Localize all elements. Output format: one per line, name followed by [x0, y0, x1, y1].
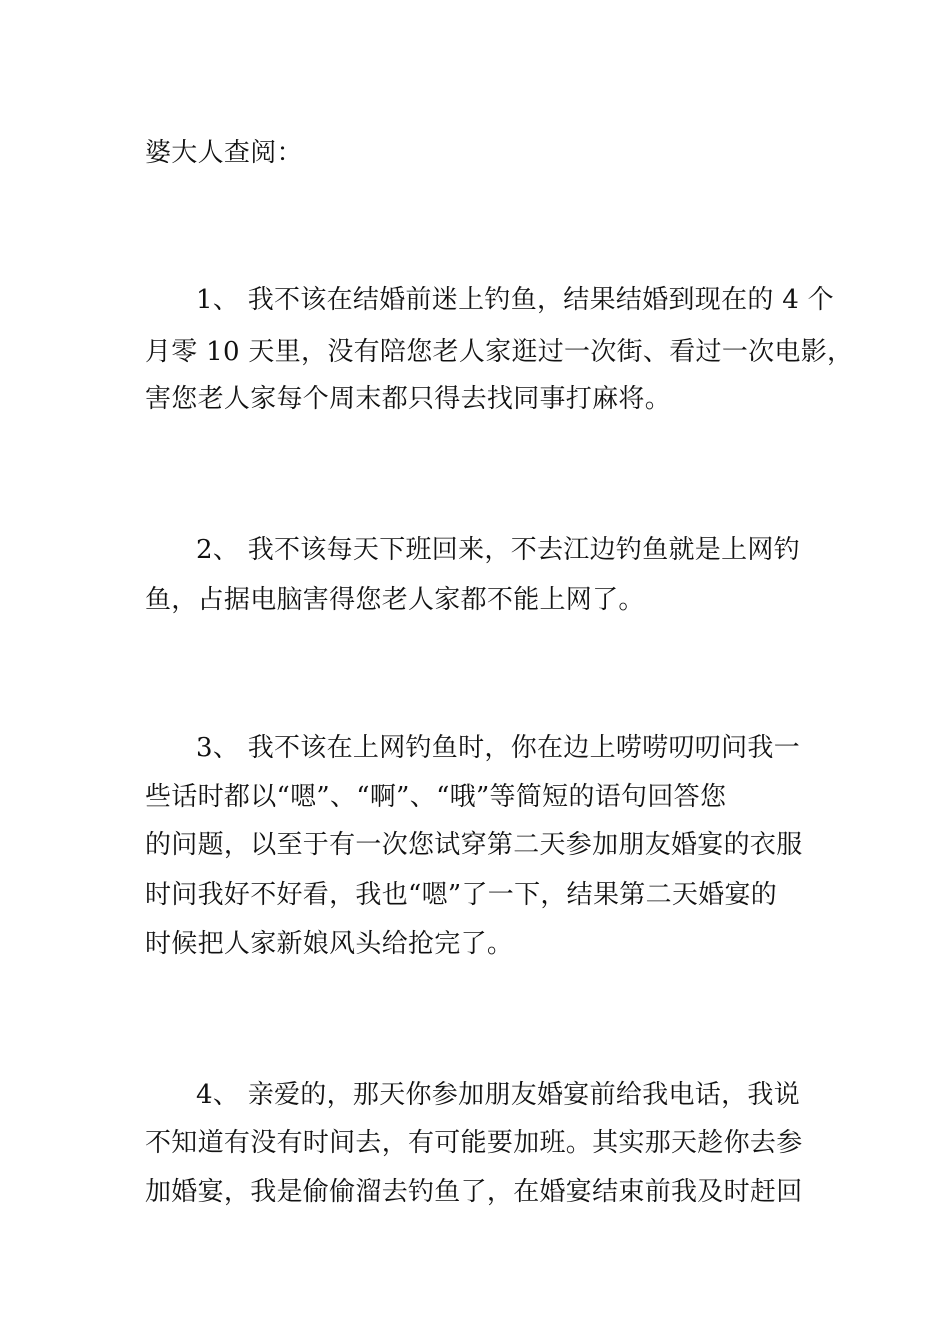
item-3-line-2: 些话时都以“嗯”、“啊”、“哦”等简短的语句回答您: [145, 782, 727, 812]
greeting-line: 婆大人查阅：: [145, 138, 303, 168]
item-3-line-5: 时候把人家新娘风头给抢完了。: [145, 929, 514, 959]
item-3-line-4: 时问我好不好看，我也“嗯”了一下，结果第二天婚宴的: [145, 880, 778, 910]
item-1-line-2: 月零 10 天里，没有陪您老人家逛过一次街、看过一次电影，: [145, 337, 854, 367]
item-4-line-2: 不知道有没有时间去，有可能要加班。其实那天趁你去参: [145, 1128, 803, 1158]
item-1-line-3: 害您老人家每个周末都只得去找同事打麻将。: [145, 384, 672, 414]
item-1-line-1: 1、 我不该在结婚前迷上钓鱼，结果结婚到现在的 4 个: [196, 285, 834, 315]
item-4-line-3: 加婚宴，我是偷偷溜去钓鱼了，在婚宴结束前我及时赶回: [145, 1177, 803, 1207]
item-4-line-1: 4、 亲爱的，那天你参加朋友婚宴前给我电话，我说: [196, 1080, 801, 1110]
item-3-line-1: 3、 我不该在上网钓鱼时，你在边上唠唠叨叨问我一: [196, 733, 801, 763]
item-2-line-1: 2、 我不该每天下班回来，不去江边钓鱼就是上网钓: [196, 535, 801, 565]
item-3-line-3: 的问题，以至于有一次您试穿第二天参加朋友婚宴的衣服: [145, 830, 803, 860]
item-2-line-2: 鱼，占据电脑害得您老人家都不能上网了。: [145, 585, 645, 615]
